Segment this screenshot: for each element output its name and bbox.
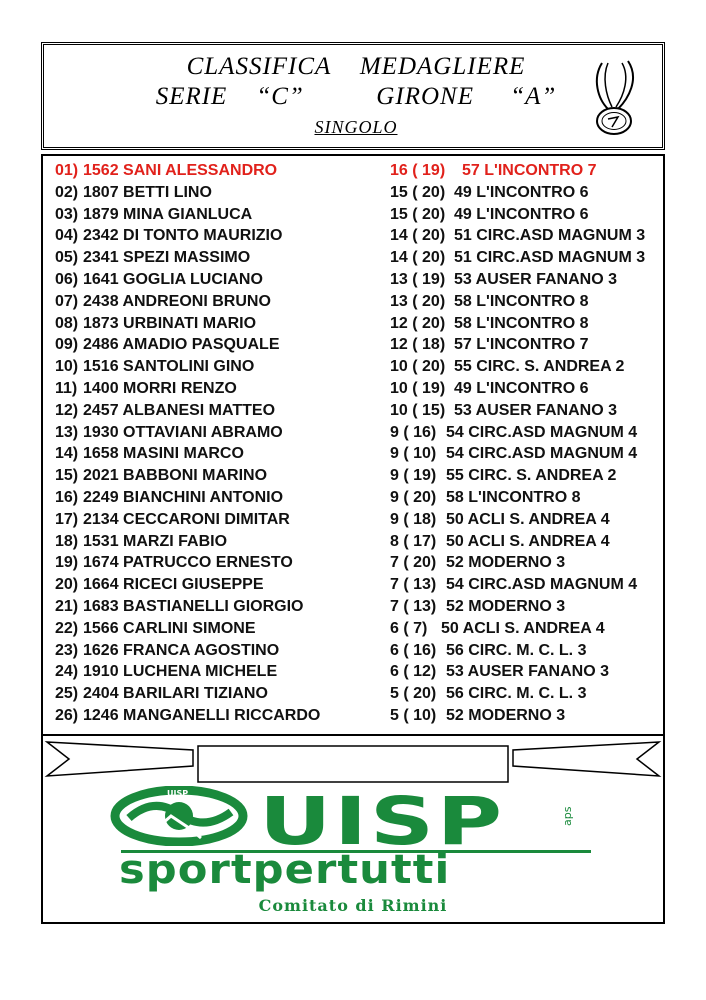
rank-number: 11) <box>55 380 78 397</box>
club-name: 53 AUSER FANANO 3 <box>454 271 617 288</box>
ranking-row <box>43 511 663 532</box>
title-line-2: SERIE “C” GIRONE “A” <box>155 83 557 110</box>
player-name: 1562 SANI ALESSANDRO <box>83 162 278 179</box>
subtitle: SINGOLO <box>314 117 398 137</box>
club-name: 52 MODERNO 3 <box>446 707 566 724</box>
score: 10 ( 20) <box>390 358 446 376</box>
rank-number: 22) <box>55 619 79 637</box>
score: 9 ( 20) <box>390 489 437 506</box>
logo-name: UISP <box>259 783 505 860</box>
player-name: 2404 BARILARI TIZIANO <box>83 685 268 703</box>
ranking-row <box>43 162 663 183</box>
player-name: 2249 BIANCHINI ANTONIO <box>83 489 284 506</box>
player-name: 2341 SPEZI MASSIMO <box>83 249 251 267</box>
player-name: 1873 URBINATI MARIO <box>83 314 257 332</box>
club-name: 49 L'INCONTRO 6 <box>454 205 589 223</box>
rank-number: 08) <box>55 314 79 332</box>
score: 8 ( 17) <box>390 532 437 550</box>
score: 6 ( 12) <box>390 663 437 681</box>
rank-number: 02) <box>55 183 79 201</box>
logo-suffix: aps <box>561 806 574 826</box>
club-name: 56 CIRC. M. C. L. 3 <box>446 685 587 703</box>
player-name: 1516 SANTOLINI GINO <box>83 358 255 376</box>
score: 7 ( 13) <box>390 598 437 615</box>
ranking-box <box>41 154 665 924</box>
score: 9 ( 10) <box>390 445 437 463</box>
score: 12 ( 20) <box>390 314 446 332</box>
score: 13 ( 19) <box>390 271 446 288</box>
club-name: 57 L'INCONTRO 7 <box>462 162 597 179</box>
score: 15 ( 20) <box>390 183 446 201</box>
rank-number: 05) <box>55 249 79 267</box>
ranking-row <box>43 358 663 379</box>
score: 9 ( 18) <box>390 510 437 528</box>
score: 6 ( 16) <box>390 641 437 659</box>
ranking-row <box>43 249 663 270</box>
score: 10 ( 19) <box>390 380 446 397</box>
rank-number: 01) <box>55 162 79 179</box>
player-name: 2457 ALBANESI MATTEO <box>83 401 276 419</box>
player-name: 1664 RICECI GIUSEPPE <box>83 576 264 594</box>
ranking-row <box>43 642 663 663</box>
player-name: 1879 MINA GIANLUCA <box>83 205 253 223</box>
ranking-row <box>43 533 663 554</box>
score: 7 ( 13) <box>390 576 437 594</box>
score: 13 ( 20) <box>390 292 446 310</box>
ranking-row <box>43 598 663 619</box>
rank-number: 14) <box>55 445 79 463</box>
rank-number: 20) <box>55 576 79 594</box>
player-name: 1531 MARZI FABIO <box>83 532 228 550</box>
ranking-row <box>43 336 663 357</box>
rank-number: 23) <box>55 641 79 659</box>
club-name: 56 CIRC. M. C. L. 3 <box>446 641 587 659</box>
rank-number: 09) <box>55 336 79 354</box>
rank-number: 18) <box>55 532 79 550</box>
player-name: 2134 CECCARONI DIMITAR <box>83 510 290 528</box>
runner-emblem-icon <box>109 786 249 846</box>
club-name: 54 CIRC.ASD MAGNUM 4 <box>446 576 638 594</box>
ranking-row <box>43 206 663 227</box>
header-box <box>41 42 665 150</box>
ranking-row <box>43 707 663 728</box>
ranking-row <box>43 227 663 248</box>
club-name: 55 CIRC. S. ANDREA 2 <box>446 467 617 485</box>
score: 7 ( 20) <box>390 554 437 572</box>
rank-number: 06) <box>55 271 79 288</box>
rank-number: 16) <box>55 489 79 506</box>
logo-tagline: sportpertutti <box>119 847 451 893</box>
player-name: 2021 BABBONI MARINO <box>83 467 268 485</box>
club-name: 51 CIRC.ASD MAGNUM 3 <box>454 227 646 245</box>
club-name: 50 ACLI S. ANDREA 4 <box>446 510 610 528</box>
score: 5 ( 10) <box>390 707 437 724</box>
score: 14 ( 20) <box>390 249 446 267</box>
player-name: 1400 MORRI RENZO <box>83 380 237 397</box>
score: 10 ( 15) <box>390 401 446 419</box>
rank-number: 24) <box>55 663 79 681</box>
player-name: 1930 OTTAVIANI ABRAMO <box>83 423 283 441</box>
rank-number: 17) <box>55 510 79 528</box>
ring-text: UISP <box>167 789 189 798</box>
ranking-row <box>43 445 663 466</box>
uisp-logo <box>43 783 663 916</box>
ranking-row <box>43 424 663 445</box>
club-name: 58 L'INCONTRO 8 <box>446 489 581 506</box>
ranking-row <box>43 685 663 706</box>
player-name: 1910 LUCHENA MICHELE <box>83 663 278 681</box>
player-name: 2342 DI TONTO MAURIZIO <box>83 227 283 245</box>
rank-number: 19) <box>55 554 79 572</box>
club-name: 50 ACLI S. ANDREA 4 <box>441 619 605 637</box>
rank-number: 04) <box>55 227 79 245</box>
ranking-row <box>43 576 663 597</box>
club-name: 50 ACLI S. ANDREA 4 <box>446 532 610 550</box>
player-name: 1807 BETTI LINO <box>83 183 212 201</box>
club-name: 52 MODERNO 3 <box>446 554 566 572</box>
rank-number: 07) <box>55 292 79 310</box>
ranking-row <box>43 271 663 292</box>
club-name: 55 CIRC. S. ANDREA 2 <box>454 358 625 376</box>
score: 9 ( 16) <box>390 423 437 441</box>
club-name: 54 CIRC.ASD MAGNUM 4 <box>446 423 638 441</box>
rank-number: 25) <box>55 685 79 703</box>
player-name: 1674 PATRUCCO ERNESTO <box>83 554 293 572</box>
club-name: 51 CIRC.ASD MAGNUM 3 <box>454 249 646 267</box>
medal-icon <box>584 59 644 139</box>
ranking-row <box>43 293 663 314</box>
score: 6 ( 7) <box>390 619 428 637</box>
club-name: 52 MODERNO 3 <box>446 598 566 615</box>
player-name: 1658 MASINI MARCO <box>83 445 244 463</box>
rank-number: 10) <box>55 358 79 376</box>
rank-number: 26) <box>55 707 79 724</box>
player-name: 1683 BASTIANELLI GIORGIO <box>83 598 304 615</box>
ranking-row <box>43 402 663 423</box>
player-name: 1641 GOGLIA LUCIANO <box>83 271 263 288</box>
score: 12 ( 18) <box>390 336 446 354</box>
ranking-row <box>43 315 663 336</box>
ranking-row <box>43 184 663 205</box>
rank-number: 12) <box>55 401 79 419</box>
ranking-row <box>43 554 663 575</box>
rank-number: 13) <box>55 423 79 441</box>
ranking-row <box>43 380 663 401</box>
rank-number: 21) <box>55 598 79 615</box>
ranking-row <box>43 489 663 510</box>
score: 16 ( 19) <box>390 162 446 179</box>
club-name: 57 L'INCONTRO 7 <box>454 336 589 354</box>
club-name: 54 CIRC.ASD MAGNUM 4 <box>446 445 638 463</box>
player-name: 2486 AMADIO PASQUALE <box>83 336 280 354</box>
score: 14 ( 20) <box>390 227 446 245</box>
club-name: 58 L'INCONTRO 8 <box>454 292 589 310</box>
ranking-row <box>43 663 663 684</box>
club-name: 53 AUSER FANANO 3 <box>454 401 617 419</box>
club-name: 53 AUSER FANANO 3 <box>446 663 609 681</box>
player-name: 1246 MANGANELLI RICCARDO <box>83 707 321 724</box>
club-name: 58 L'INCONTRO 8 <box>454 314 589 332</box>
ranking-row <box>43 620 663 641</box>
club-name: 49 L'INCONTRO 6 <box>454 380 589 397</box>
player-name: 2438 ANDREONI BRUNO <box>83 292 271 310</box>
club-name: 49 L'INCONTRO 6 <box>454 183 589 201</box>
ranking-row <box>43 467 663 488</box>
logo-committee: Comitato di Rimini <box>258 896 448 915</box>
score: 15 ( 20) <box>390 205 446 223</box>
score: 5 ( 20) <box>390 685 437 703</box>
rank-number: 15) <box>55 467 79 485</box>
player-name: 1626 FRANCA AGOSTINO <box>83 641 280 659</box>
player-name: 1566 CARLINI SIMONE <box>83 619 256 637</box>
rank-number: 03) <box>55 205 79 223</box>
score: 9 ( 19) <box>390 467 437 485</box>
title-line-1: CLASSIFICA MEDAGLIERE <box>186 53 526 80</box>
